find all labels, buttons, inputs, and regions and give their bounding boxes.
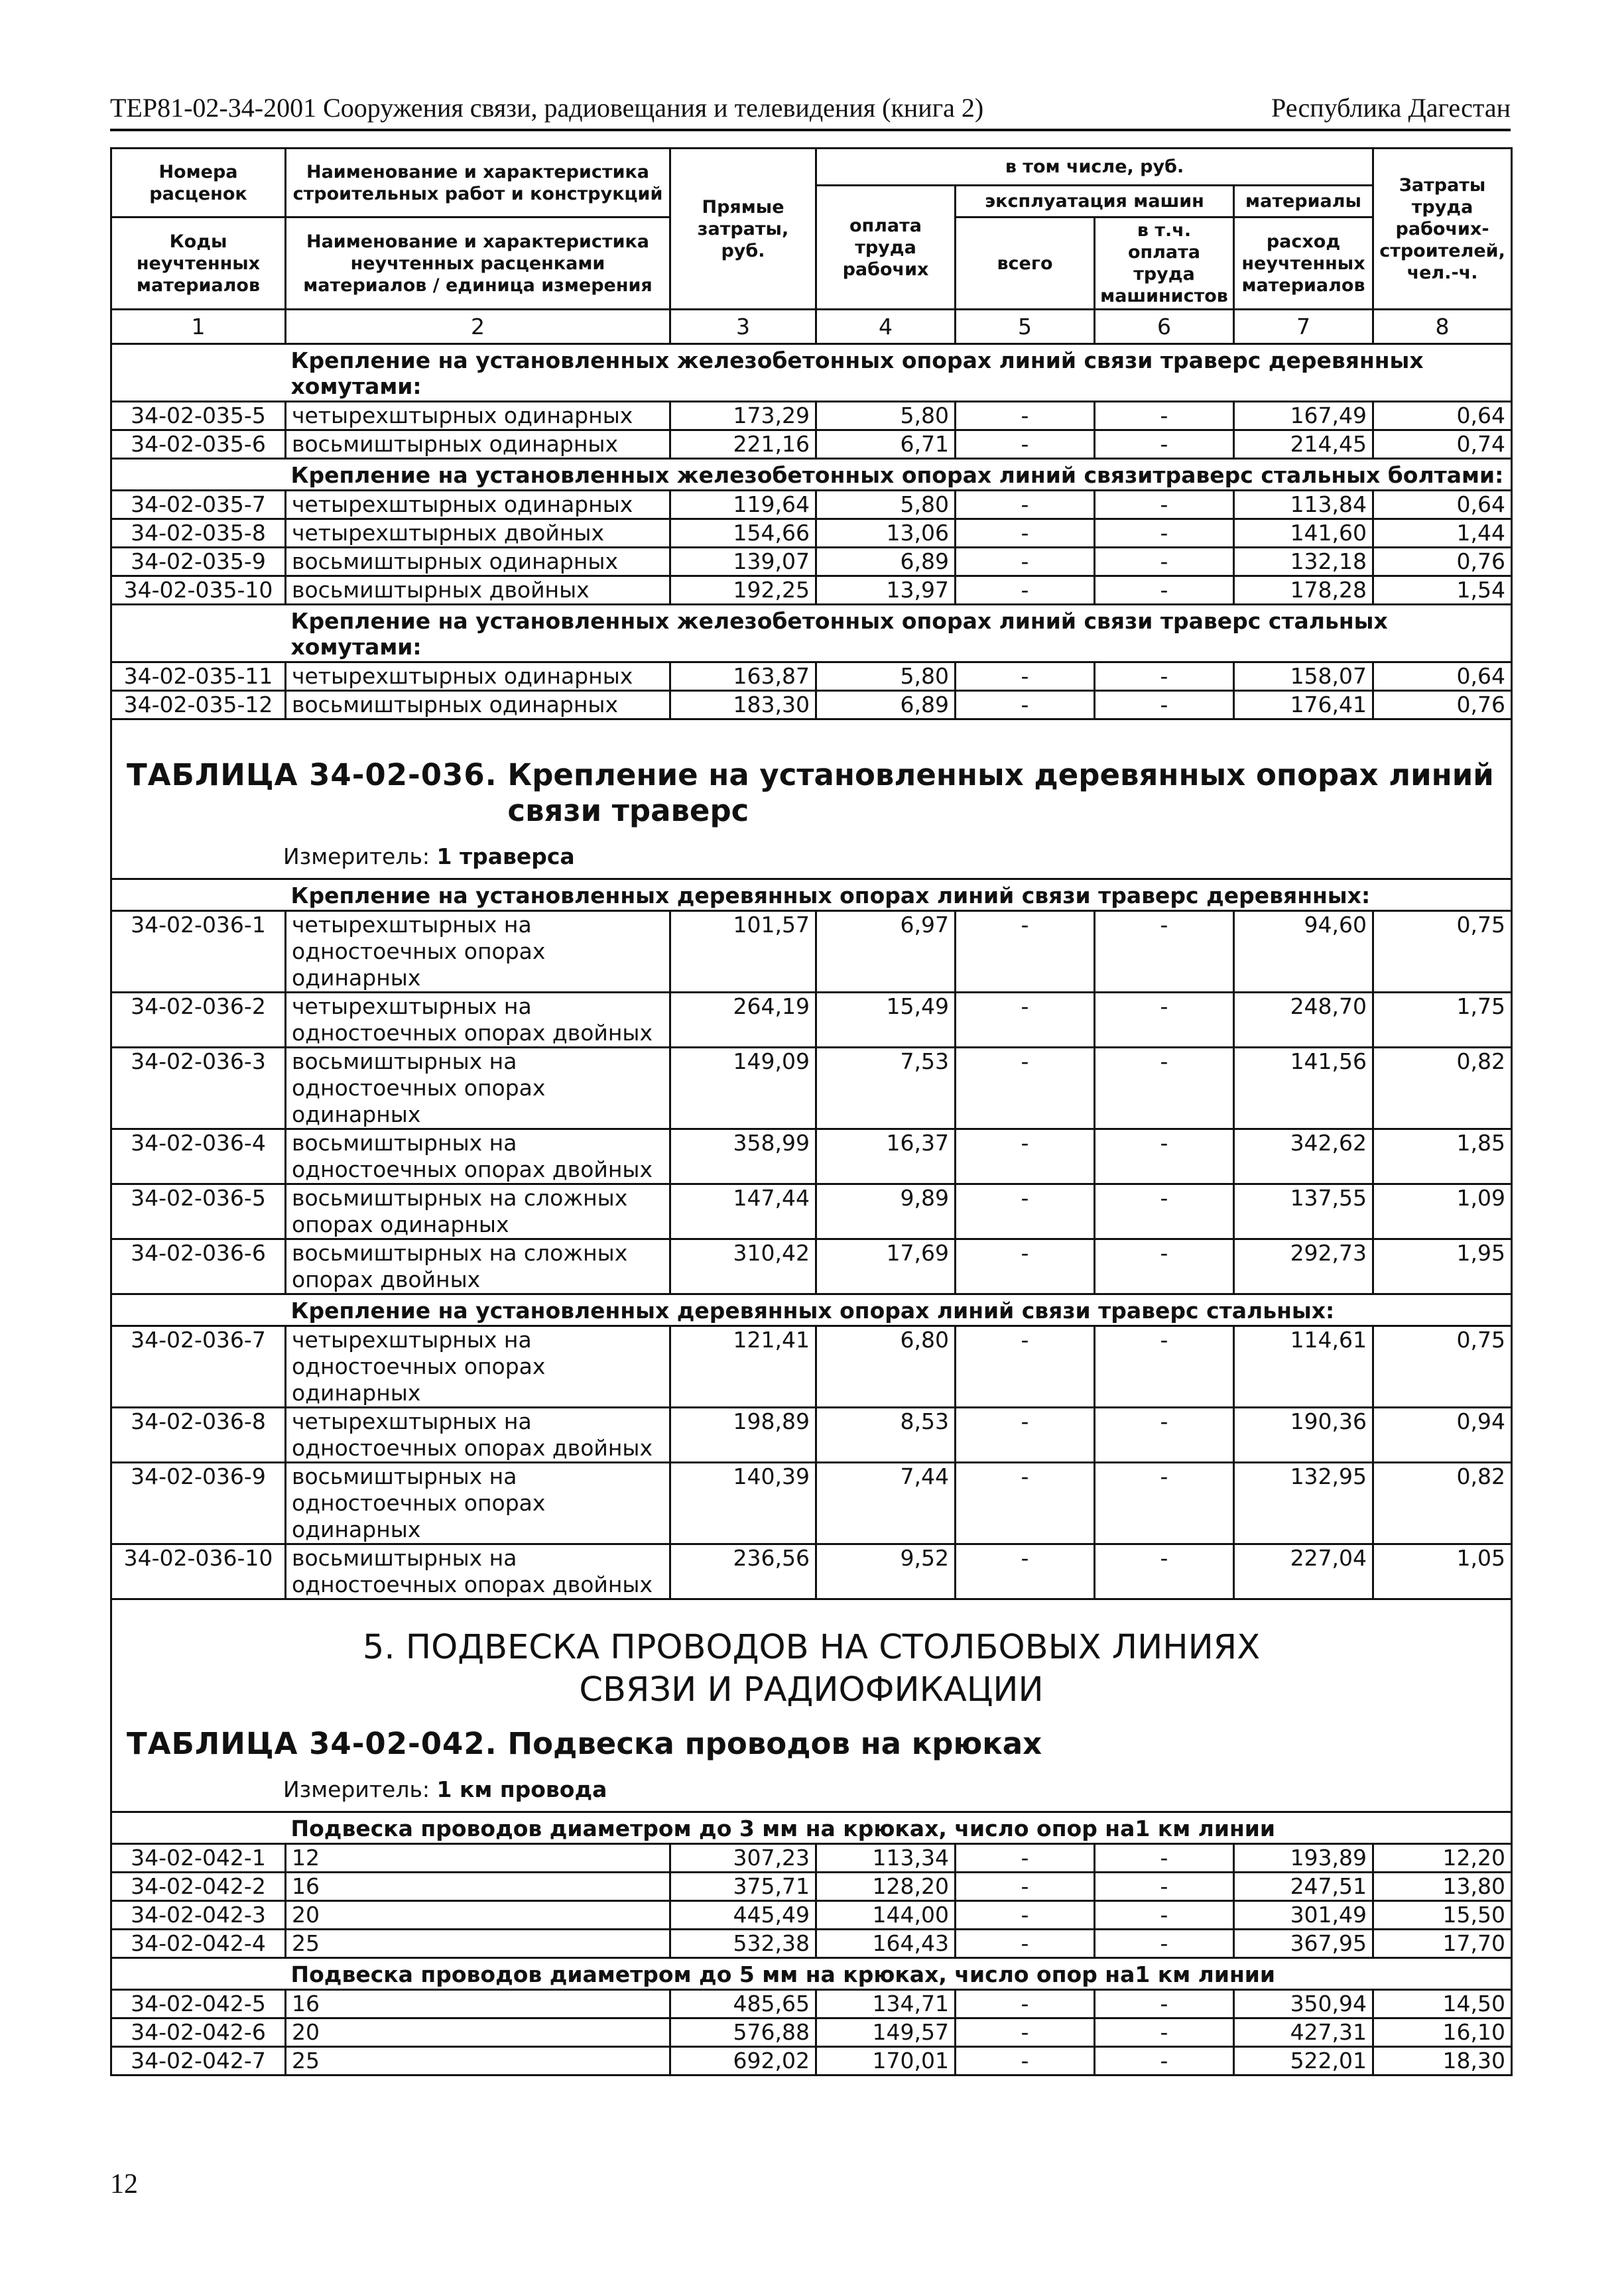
machinist-wages: - [1095,911,1234,993]
machine-total: - [956,519,1095,548]
rate-code: 34-02-042-6 [111,2018,286,2047]
rate-code: 34-02-036-2 [111,993,286,1048]
work-name: восьмиштырных на одностоечных опорах одинарных [286,1463,670,1544]
section-label: Крепление на установленных деревянных опорах линий связи траверс стальных: [286,1294,1512,1326]
table-042-measure: Измеритель: 1 км провода [283,1776,607,1802]
rate-code: 34-02-035-9 [111,548,286,576]
table-row [111,1901,1512,1930]
table-036-name: Крепление на установленных деревянных опорах линий связи траверс [507,757,1494,828]
materials: 301,49 [1234,1901,1373,1930]
labor-hours: 14,50 [1373,1990,1512,2018]
machinist-wages: - [1095,402,1234,430]
materials: 292,73 [1234,1239,1373,1294]
direct-costs: 221,16 [670,430,816,459]
machine-total: - [956,1129,1095,1184]
header-labor-wages: оплата труда рабочих [816,186,956,310]
rate-code: 34-02-036-9 [111,1463,286,1544]
labor-hours: 0,76 [1373,691,1512,719]
machinist-wages: - [1095,430,1234,459]
machine-total: - [956,691,1095,719]
table-row [111,1463,1512,1544]
machinist-wages: - [1095,1239,1234,1294]
materials: 227,04 [1234,1544,1373,1599]
labor-wages: 6,89 [816,691,956,719]
materials: 158,07 [1234,662,1373,691]
labor-wages: 6,71 [816,430,956,459]
direct-costs: 532,38 [670,1930,816,1958]
rate-code: 34-02-036-10 [111,1544,286,1599]
machine-total: - [956,1326,1095,1408]
materials: 247,51 [1234,1873,1373,1901]
direct-costs: 119,64 [670,491,816,519]
work-name: четырехштырных одинарных [286,662,670,691]
labor-wages: 5,80 [816,402,956,430]
table-row [111,430,1512,459]
direct-costs: 445,49 [670,1901,816,1930]
column-number: 6 [1095,310,1234,344]
labor-wages: 17,69 [816,1239,956,1294]
machine-total: - [956,2018,1095,2047]
machinist-wages: - [1095,1048,1234,1129]
machinist-wages: - [1095,2047,1234,2076]
labor-wages: 144,00 [816,1901,956,1930]
table-042-number: ТАБЛИЦА 34-02-042. [127,1726,497,1761]
machinist-wages: - [1095,993,1234,1048]
materials: 141,60 [1234,519,1373,548]
work-name: 25 [286,1930,670,1958]
rate-code: 34-02-036-4 [111,1129,286,1184]
table-row [111,1544,1512,1599]
table-row [111,1930,1512,1958]
machinist-wages: - [1095,1873,1234,1901]
labor-hours: 1,54 [1373,576,1512,605]
labor-hours: 1,09 [1373,1184,1512,1239]
materials: 141,56 [1234,1048,1373,1129]
work-name: восьмиштырных двойных [286,576,670,605]
labor-hours: 17,70 [1373,1930,1512,1958]
materials: 367,95 [1234,1930,1373,1958]
direct-costs: 485,65 [670,1990,816,2018]
table-row [111,402,1512,430]
materials: 193,89 [1234,1844,1373,1873]
machinist-wages: - [1095,519,1234,548]
labor-wages: 15,49 [816,993,956,1048]
machinist-wages: - [1095,1408,1234,1463]
table-042-name: Подвеска проводов на крюках [507,1726,1042,1761]
labor-hours: 1,05 [1373,1544,1512,1599]
machinist-wages: - [1095,691,1234,719]
machinist-wages: - [1095,662,1234,691]
work-name: 25 [286,2047,670,2076]
page-number: 12 [110,2169,138,2200]
labor-hours: 15,50 [1373,1901,1512,1930]
region-name: Республика Дагестан [1271,93,1511,123]
direct-costs: 149,09 [670,1048,816,1129]
labor-wages: 134,71 [816,1990,956,2018]
chapter-row [111,1599,1512,1812]
machine-total: - [956,1901,1095,1930]
work-name: четырехштырных на одностоечных опорах одинарных [286,911,670,993]
materials: 114,61 [1234,1326,1373,1408]
materials: 176,41 [1234,691,1373,719]
section-header-row [111,1958,1512,1990]
labor-wages: 7,53 [816,1048,956,1129]
machinist-wages: - [1095,1990,1234,2018]
labor-hours: 0,64 [1373,491,1512,519]
work-name: 20 [286,1901,670,1930]
machine-total: - [956,662,1095,691]
labor-hours: 18,30 [1373,2047,1512,2076]
direct-costs: 192,25 [670,576,816,605]
table-row [111,491,1512,519]
labor-wages: 5,80 [816,491,956,519]
machine-total: - [956,1544,1095,1599]
direct-costs: 121,41 [670,1326,816,1408]
labor-hours: 1,95 [1373,1239,1512,1294]
machine-total: - [956,491,1095,519]
materials: 522,01 [1234,2047,1373,2076]
materials: 214,45 [1234,430,1373,459]
machine-total: - [956,1184,1095,1239]
header-unaccounted-names: Наименование и характеристика неучтенных расценками материалов / единица измерения [286,217,670,310]
rate-code: 34-02-035-6 [111,430,286,459]
table-row [111,662,1512,691]
page-header [110,90,1511,131]
machine-total: - [956,1873,1095,1901]
rate-code: 34-02-035-7 [111,491,286,519]
labor-wages: 6,97 [816,911,956,993]
rate-code: 34-02-035-10 [111,576,286,605]
table-row [111,993,1512,1048]
table-row [111,1129,1512,1184]
table-row [111,1844,1512,1873]
labor-wages: 13,97 [816,576,956,605]
section-label: Крепление на установленных железобетонных опорах линий связи траверс стальных хомутами: [286,605,1512,662]
table-title-row [111,719,1512,879]
labor-hours: 1,85 [1373,1129,1512,1184]
machine-total: - [956,402,1095,430]
machine-total: - [956,576,1095,605]
direct-costs: 147,44 [670,1184,816,1239]
column-number: 2 [286,310,670,344]
machine-total: - [956,2047,1095,2076]
materials: 342,62 [1234,1129,1373,1184]
work-name: 16 [286,1873,670,1901]
materials: 137,55 [1234,1184,1373,1239]
table-row [111,1990,1512,2018]
section-label: Крепление на установленных железобетонных опорах линий связитраверс стальных болтами: [286,459,1512,491]
work-name: восьмиштырных одинарных [286,691,670,719]
work-name: восьмиштырных на сложных опорах двойных [286,1239,670,1294]
table-header [111,149,1512,344]
labor-hours: 13,80 [1373,1873,1512,1901]
work-name: 12 [286,1844,670,1873]
work-name: 16 [286,1990,670,2018]
machinist-wages: - [1095,576,1234,605]
machinist-wages: - [1095,548,1234,576]
column-number: 7 [1234,310,1373,344]
labor-hours: 0,94 [1373,1408,1512,1463]
labor-wages: 149,57 [816,2018,956,2047]
labor-wages: 170,01 [816,2047,956,2076]
direct-costs: 139,07 [670,548,816,576]
rate-code: 34-02-036-6 [111,1239,286,1294]
table-body [111,344,1512,2076]
table-row [111,1184,1512,1239]
materials: 113,84 [1234,491,1373,519]
table-036-title [112,720,1511,829]
section-header-row [111,344,1512,402]
rate-code: 34-02-042-4 [111,1930,286,1958]
machine-total: - [956,1844,1095,1873]
work-name: восьмиштырных одинарных [286,430,670,459]
labor-wages: 128,20 [816,1873,956,1901]
header-machine-operation: эксплуатация машин [956,186,1234,217]
table-row [111,519,1512,548]
section-header-row [111,879,1512,911]
work-name: четырехштырных на одностоечных опорах двойных [286,1408,670,1463]
table-row [111,2047,1512,2076]
materials: 132,18 [1234,548,1373,576]
direct-costs: 198,89 [670,1408,816,1463]
header-materials: материалы [1234,186,1373,217]
table-row [111,691,1512,719]
direct-costs: 154,66 [670,519,816,548]
rate-code: 34-02-035-8 [111,519,286,548]
labor-wages: 164,43 [816,1930,956,1958]
header-unaccounted-codes: Коды неучтенных материалов [111,217,286,310]
machinist-wages: - [1095,1930,1234,1958]
table-036-measure: Измеритель: 1 траверса [283,843,575,869]
rate-code: 34-02-042-7 [111,2047,286,2076]
column-number: 8 [1373,310,1512,344]
rate-code: 34-02-035-12 [111,691,286,719]
direct-costs: 576,88 [670,2018,816,2047]
column-number: 4 [816,310,956,344]
labor-hours: 0,64 [1373,402,1512,430]
table-row [111,548,1512,576]
section-header-row [111,605,1512,662]
machine-total: - [956,1463,1095,1544]
direct-costs: 307,23 [670,1844,816,1873]
machine-total: - [956,1408,1095,1463]
work-name: восьмиштырных на одностоечных опорах двойных [286,1544,670,1599]
work-name: восьмиштырных на одностоечных опорах одинарных [286,1048,670,1129]
work-name: четырехштырных одинарных [286,402,670,430]
rate-code: 34-02-042-1 [111,1844,286,1873]
labor-hours: 12,20 [1373,1844,1512,1873]
work-name: восьмиштырных на одностоечных опорах двойных [286,1129,670,1184]
rate-code: 34-02-036-1 [111,911,286,993]
machinist-wages: - [1095,1184,1234,1239]
machinist-wages: - [1095,1901,1234,1930]
machinist-wages: - [1095,2018,1234,2047]
labor-wages: 9,52 [816,1544,956,1599]
machine-total: - [956,430,1095,459]
table-row [111,576,1512,605]
work-name: восьмиштырных одинарных [286,548,670,576]
column-numbers-row [111,310,1512,344]
labor-hours: 0,82 [1373,1463,1512,1544]
rate-code: 34-02-036-7 [111,1326,286,1408]
materials: 94,60 [1234,911,1373,993]
labor-wages: 113,34 [816,1844,956,1873]
labor-wages: 13,06 [816,519,956,548]
direct-costs: 358,99 [670,1129,816,1184]
machine-total: - [956,1048,1095,1129]
column-number: 1 [111,310,286,344]
materials: 350,94 [1234,1990,1373,2018]
labor-hours: 0,74 [1373,430,1512,459]
table-row [111,1239,1512,1294]
section-label: Подвеска проводов диаметром до 5 мм на крюках, число опор на1 км линии [286,1958,1512,1990]
section-header-row [111,459,1512,491]
machinist-wages: - [1095,1129,1234,1184]
labor-wages: 6,80 [816,1326,956,1408]
labor-hours: 0,75 [1373,1326,1512,1408]
direct-costs: 101,57 [670,911,816,993]
section-label: Крепление на установленных деревянных опорах линий связи траверс деревянных: [286,879,1512,911]
chapter-title: 5. ПОДВЕСКА ПРОВОДОВ НА СТОЛБОВЫХ ЛИНИЯХ СВЯЗИ И РАДИОФИКАЦИИ [362,1628,1261,1709]
labor-hours: 0,75 [1373,911,1512,993]
header-including: в том числе, руб. [816,149,1373,186]
rate-code: 34-02-036-3 [111,1048,286,1129]
header-work-name: Наименование и характеристика строительных работ и конструкций [286,149,670,217]
rate-code: 34-02-042-5 [111,1990,286,2018]
labor-wages: 5,80 [816,662,956,691]
section-label: Крепление на установленных железобетонных опорах линий связи траверс деревянных хомутами: [286,344,1512,402]
table-row [111,1326,1512,1408]
rate-code: 34-02-036-5 [111,1184,286,1239]
materials: 190,36 [1234,1408,1373,1463]
labor-hours: 16,10 [1373,2018,1512,2047]
header-machinist-wages: в т.ч. оплата труда машинистов [1095,217,1234,310]
header-direct-costs: Прямые затраты, руб. [670,149,816,310]
labor-hours: 0,82 [1373,1048,1512,1129]
work-name: четырехштырных на одностоечных опорах одинарных [286,1326,670,1408]
labor-wages: 7,44 [816,1463,956,1544]
labor-wages: 9,89 [816,1184,956,1239]
direct-costs: 140,39 [670,1463,816,1544]
materials: 132,95 [1234,1463,1373,1544]
rates-table [110,147,1513,2076]
header-labor-costs: Затраты труда рабочих-строителей, чел.-ч. [1373,149,1512,310]
header-machine-total: всего [956,217,1095,310]
labor-hours: 0,76 [1373,548,1512,576]
machinist-wages: - [1095,491,1234,519]
table-row [111,2018,1512,2047]
materials: 427,31 [1234,2018,1373,2047]
direct-costs: 173,29 [670,402,816,430]
materials: 248,70 [1234,993,1373,1048]
section-header-row [111,1294,1512,1326]
section-label: Подвеска проводов диаметром до 3 мм на крюках, число опор на1 км линии [286,1812,1512,1844]
column-number: 3 [670,310,816,344]
direct-costs: 236,56 [670,1544,816,1599]
materials: 178,28 [1234,576,1373,605]
work-name: четырехштырных на одностоечных опорах двойных [286,993,670,1048]
rate-code: 34-02-042-3 [111,1901,286,1930]
machinist-wages: - [1095,1463,1234,1544]
direct-costs: 264,19 [670,993,816,1048]
machine-total: - [956,1930,1095,1958]
document-title: ТЕР81-02-34-2001 Сооружения связи, радиовещания и телевидения (книга 2) [110,93,984,123]
machine-total: - [956,1990,1095,2018]
work-name: четырехштырных двойных [286,519,670,548]
labor-wages: 16,37 [816,1129,956,1184]
machine-total: - [956,911,1095,993]
labor-wages: 6,89 [816,548,956,576]
direct-costs: 692,02 [670,2047,816,2076]
direct-costs: 375,71 [670,1873,816,1901]
labor-hours: 1,44 [1373,519,1512,548]
machinist-wages: - [1095,1544,1234,1599]
materials: 167,49 [1234,402,1373,430]
rate-code: 34-02-035-11 [111,662,286,691]
direct-costs: 183,30 [670,691,816,719]
header-rate-numbers: Номера расценок [111,149,286,217]
header-material-consumption: расход неучтенных материалов [1234,217,1373,310]
labor-hours: 0,64 [1373,662,1512,691]
table-036-number: ТАБЛИЦА 34-02-036. [127,757,497,792]
rate-code: 34-02-035-5 [111,402,286,430]
machinist-wages: - [1095,1844,1234,1873]
machine-total: - [956,1239,1095,1294]
machinist-wages: - [1095,1326,1234,1408]
table-042-title [112,1726,1511,1762]
work-name: четырехштырных одинарных [286,491,670,519]
column-number: 5 [956,310,1095,344]
section-header-row [111,1812,1512,1844]
labor-hours: 1,75 [1373,993,1512,1048]
table-row [111,911,1512,993]
machine-total: - [956,993,1095,1048]
work-name: восьмиштырных на сложных опорах одинарных [286,1184,670,1239]
labor-wages: 8,53 [816,1408,956,1463]
direct-costs: 310,42 [670,1239,816,1294]
rate-code: 34-02-036-8 [111,1408,286,1463]
table-row [111,1408,1512,1463]
direct-costs: 163,87 [670,662,816,691]
table-row [111,1873,1512,1901]
table-row [111,1048,1512,1129]
rate-code: 34-02-042-2 [111,1873,286,1901]
work-name: 20 [286,2018,670,2047]
machine-total: - [956,548,1095,576]
